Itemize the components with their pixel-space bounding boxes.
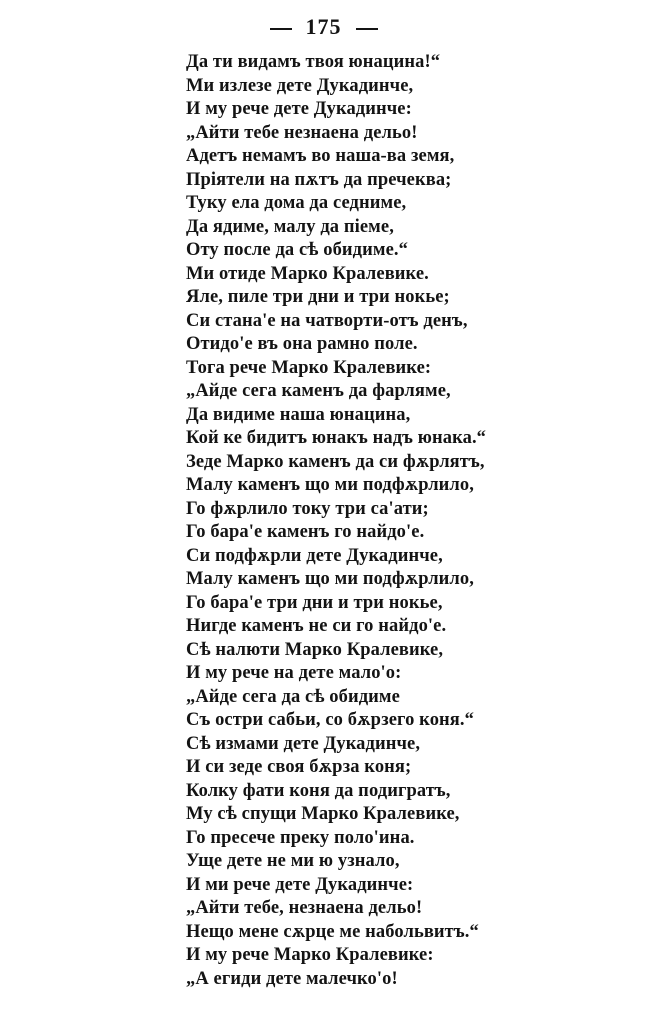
verse-line: „А егиди дете малечко'о!: [186, 968, 398, 989]
verse-line: Кой ке бидитъ юнакъ надъ юнака.“: [186, 428, 487, 448]
verse-line: И ми рече дете Дукадинче:: [186, 874, 414, 895]
verse-line: Оту после да сѣ обидиме.“: [186, 240, 408, 260]
verse-line: Му сѣ спущи Марко Кралевике,: [186, 804, 460, 824]
verse-line: Си стана'е на чатворти-отъ денъ,: [186, 310, 468, 331]
verse-line: Тога рече Марко Кралевике:: [186, 357, 432, 378]
verse-line: Нигде каменъ не си го найдо'е.: [186, 616, 447, 636]
page-header: [0, 14, 647, 40]
verse-line: Сѣ измами дете Дукадинче,: [186, 733, 421, 754]
verse-line: „Айде сега каменъ да фарляме,: [186, 381, 451, 401]
verse-line: И му рече на дете мало'о:: [186, 663, 402, 683]
verse-line: И му рече Марко Кралевике:: [186, 945, 434, 965]
verse-line: Го бара'е три дни и три нокье,: [186, 592, 443, 613]
verse-line: Отидо'е въ она рамно поле.: [186, 334, 418, 354]
verse-line: Прiятели на пѫтъ да пречеква;: [186, 169, 452, 190]
verse-line: Ми излезе дете Дукадинче,: [186, 75, 414, 96]
verse-line: „Айти тебе, незнаена дельо!: [186, 898, 423, 918]
verse-line: Го пресече преку поло'ина.: [186, 827, 415, 848]
verse-line: Го бара'е каменъ го найдо'е.: [186, 522, 425, 542]
verse-line: Да видиме наша юнацина,: [186, 404, 411, 425]
left-dash: [270, 28, 292, 30]
verse-line: Уще дете не ми ю узнало,: [186, 851, 400, 871]
verse-line: Ми отиде Марко Кралевике.: [186, 263, 429, 284]
verse-line: Адетъ немамъ во наша-ва земя,: [186, 146, 455, 166]
verse-text: [186, 51, 606, 991]
verse-line: Да ядиме, малу да пiеме,: [186, 216, 394, 237]
verse-line: Малу каменъ що ми подфѫрлило,: [186, 475, 474, 495]
page-number: 175: [305, 14, 342, 39]
verse-line: Зеде Марко каменъ да си фѫрлятъ,: [186, 451, 485, 472]
verse-line: Да ти видамъ твоя юнацина!“: [186, 52, 441, 72]
verse-line: И си зеде своя бѫрза коня;: [186, 757, 412, 777]
verse-line: Съ остри сабьи, со бѫрзего коня.“: [186, 710, 474, 730]
verse-line: Си подфѫрли дете Дукадинче,: [186, 545, 443, 566]
verse-line: И му рече дете Дукадинче:: [186, 99, 412, 119]
verse-line: „Айде сега да сѣ обидиме: [186, 686, 400, 707]
verse-line: Яле, пиле три дни и три нокье;: [186, 287, 450, 307]
verse-line: Туку ела дома да седниме,: [186, 193, 407, 213]
right-dash: [356, 28, 378, 30]
verse-line: Колку фати коня да подигратъ,: [186, 780, 451, 801]
verse-line: Малу каменъ що ми подфѫрлило,: [186, 569, 474, 589]
verse-line: „Айти тебе незнаена дельо!: [186, 122, 418, 143]
verse-line: Нещо мене сѫрце ме набольвитъ.“: [186, 921, 479, 942]
verse-line: Го фѫрлило току три са'ати;: [186, 498, 429, 519]
verse-line: Сѣ налюти Марко Кралевике,: [186, 639, 444, 660]
